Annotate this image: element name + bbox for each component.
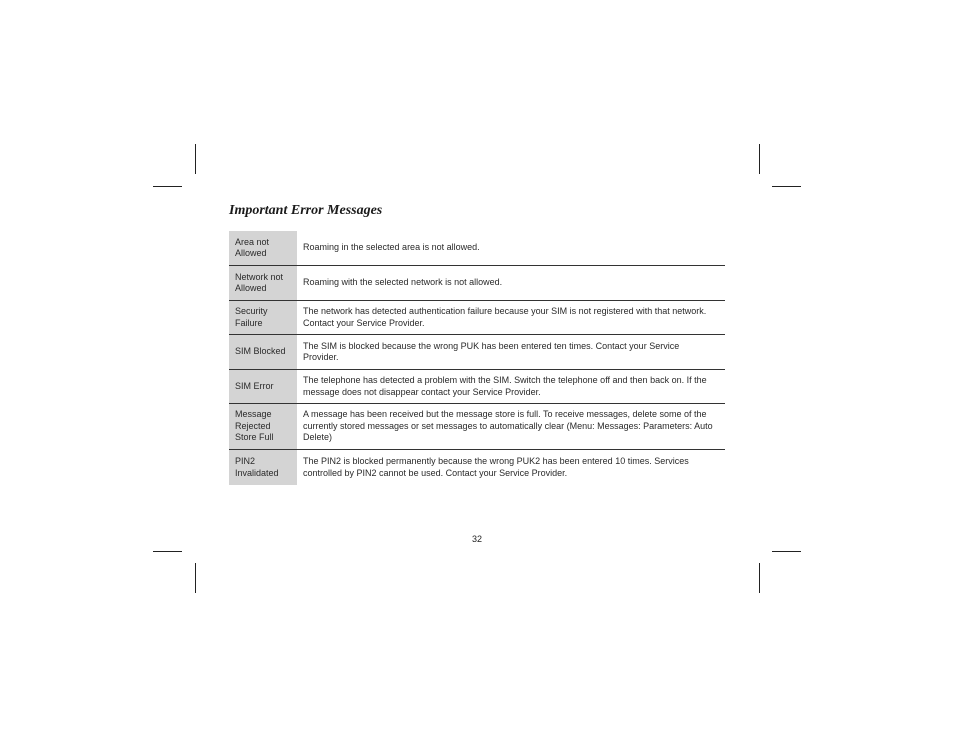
crop-mark-top-left-horizontal (153, 186, 182, 187)
error-term-cell (229, 266, 297, 300)
crop-mark-bottom-right-vertical (759, 563, 760, 593)
error-description: The PIN2 is blocked permanently because the wrong PUK2 has been entered 10 times. Services controlled by PIN2 cannot be used. Contact your Service Provider. (303, 456, 689, 478)
page-number: 32 (471, 534, 482, 544)
error-description-cell (297, 404, 725, 449)
table-row (229, 450, 725, 485)
crop-mark-top-right-horizontal (772, 186, 801, 187)
error-description: Roaming with the selected network is not allowed. (303, 277, 503, 288)
page-title: Important Error Messages (229, 203, 383, 218)
error-messages-table (229, 231, 725, 485)
crop-mark-top-right-vertical (759, 144, 760, 174)
error-description-cell (297, 450, 725, 485)
error-description: A message has been received but the message store is full. To receive messages, delete some of the currently stored messages or set messages to automatically clear (Menu: Messages: Parameters: Auto Delete) (303, 409, 713, 443)
crop-mark-bottom-right-horizontal (772, 551, 801, 552)
error-description-cell (297, 231, 725, 265)
error-description-cell (297, 335, 725, 369)
error-term-cell (229, 301, 297, 334)
crop-mark-bottom-left-vertical (195, 563, 196, 593)
error-term: PIN2 Invalidated (235, 456, 279, 478)
table-row (229, 266, 725, 301)
table-row (229, 231, 725, 266)
error-term: SIM Blocked (235, 346, 286, 357)
error-term: Network not Allowed (235, 271, 284, 293)
error-description-cell (297, 301, 725, 334)
error-description: The network has detected authentication failure because your SIM is not registered with that network. Contact your Service Provider. (303, 306, 707, 328)
error-description: The SIM is blocked because the wrong PUK has been entered ten times. Contact your Service Provider. (303, 340, 680, 362)
table-row (229, 301, 725, 335)
error-term: Message Rejected Store Full (235, 409, 274, 443)
error-description: The telephone has detected a problem with the SIM. Switch the telephone off and then back on. If the message does not disappear contact your Service Provider. (303, 375, 707, 397)
table-row (229, 335, 725, 370)
table-row (229, 404, 725, 450)
error-term-cell (229, 450, 297, 485)
error-term: Area not Allowed (235, 236, 270, 258)
error-term: SIM Error (235, 380, 274, 391)
table-row (229, 370, 725, 404)
error-term-cell (229, 404, 297, 449)
error-term-cell (229, 370, 297, 403)
crop-mark-top-left-vertical (195, 144, 196, 174)
error-term: Security Failure (235, 306, 268, 328)
error-description-cell (297, 266, 725, 300)
crop-mark-bottom-left-horizontal (153, 551, 182, 552)
error-term-cell (229, 231, 297, 265)
error-term-cell (229, 335, 297, 369)
error-description: Roaming in the selected area is not allowed. (303, 242, 480, 253)
error-description-cell (297, 370, 725, 403)
